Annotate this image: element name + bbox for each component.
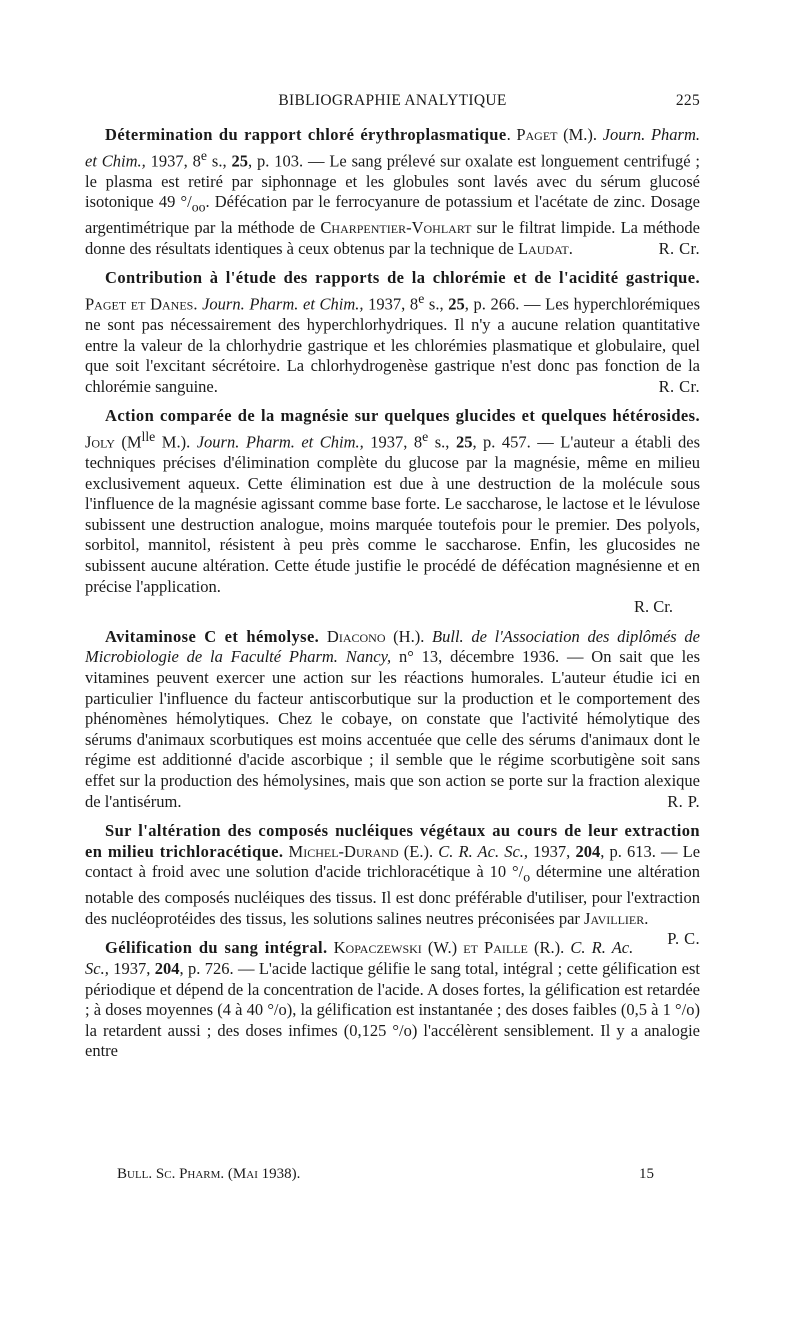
entry-2-text: Contribution à l'étude des rapports de la chlorémie et de l'acidité gastrique. Paget et Danes. Journ. Pharm. et Chim., 1937, 8e s., 25, p. 266. — Les hyperchlorémiques ne sont pas nécessairement des hyperchlorhydriques. Il n'y a aucune relation quantitative entre la valeur de la chlorhydrie gastrique et les chlorémies plasmatique et globulaire, quel que soit l'excitant sécrétoire. La chlorhydrogenèse gastrique n'est donc pas fonction de la chlorémie sanguine. R. Cr. [85, 268, 701, 396]
entry-3 [85, 406, 700, 617]
page-footer [117, 1166, 654, 1188]
entry-3-source: Journ. Pharm. et Chim., [190, 432, 364, 452]
entry-1-text: Détermination du rapport chloré érythroplasmatique. Paget (M.). Journ. Pharm. et Chim., 1937, 8e s., 25, p. 103. — Le sang prélevé sur oxalate est longuement centrifugé ; le plasma est retiré par siphonnage et les globules sont lavés avec du sérum glucosé isotonique 49 $^\circ/_{oo}$. Défécation par le ferrocyanure de potassium et l'acétate de zinc. Dosage argentimétrique par la méthode de Charpentier-Vohlart sur le filtrat limpide. La méthode donne des résultats identiques à ceux obtenus par la technique de Laudat. R. Cr. [85, 125, 701, 258]
entry-5-heading: Sur l'altération des composés nucléiques végétaux au cours de leur extraction en milieu trichloracétique. [85, 821, 700, 861]
footer-journal: Bull. Sc. Pharm. (Mai 1938). [117, 1166, 301, 1182]
running-head-title: BIBLIOGRAPHIE ANALYTIQUE [278, 92, 507, 109]
entry-2 [85, 268, 700, 397]
entry-4-signature: R. P. [667, 791, 700, 811]
entry-2-source: Journ. Pharm. et Chim., [197, 294, 364, 314]
entry-6-heading: Gélification du sang intégral. [105, 938, 328, 958]
entry-6-source: C. R. Ac. Sc., [85, 938, 634, 979]
entry-1 [85, 125, 700, 259]
page-number: 225 [675, 92, 700, 109]
entry-2-signature: R. Cr. [658, 376, 700, 396]
entry-3-author: Joly (M [85, 432, 142, 452]
entry-1-source: Journ. Pharm. et Chim., [85, 125, 700, 171]
entry-2-heading: Contribution à l'étude des rapports de la chlorémie et de l'acidité gastrique. [105, 268, 700, 288]
entry-5-source: C. R. Ac. Sc., [433, 841, 529, 861]
entry-1-heading: Détermination du rapport chloré érythroplasmatique [105, 125, 507, 144]
entry-1-signature: R. Cr. [658, 238, 700, 258]
entry-6-author: Kopaczewski (W.) et Paille (R.). [327, 938, 565, 958]
entry-4-author: Diacono (H.). [319, 626, 425, 646]
entry-3-signature: R. Cr. [634, 597, 673, 617]
entry-4-text: Avitaminose C et hémolyse. Diacono (H.). Bull. de l'Association des diplômés de Microbiologie de la Faculté Pharm. Nancy, n° 13, décembre 1936. — On sait que les vitamines peuvent exercer une action sur les réactions humorales. L'auteur étudie ici en particulier l'influence du facteur antiscorbutique sur la production et le comportement des phénomènes hémolytiques. Chez le cobaye, on constate que l'activité hémolytique des sérums d'animaux scorbutiques est moins accentuée que celle des sérums d'animaux dont le régime est additionné d'acide ascorbique ; il semble que le régime scorbutigène soit sans effet sur la production des hémolysines, mais que son action se porte sur la fraction alexique de l'antisérum. R. P. [85, 626, 700, 811]
entry-4 [85, 627, 700, 812]
entry-5-signature: P. C. [667, 929, 700, 949]
entry-3-text: Action comparée de la magnésie sur quelques glucides et quelques hétérosides. Joly ($M^{lle}$ M.). Journ. Pharm. et Chim., 1937, 8e s., 25, p. 457. — L'auteur a établi des techniques précises d'élimination complète du glucose par la magnésie, même en milieu exclusivement aqueux. Cette élimination est due à une destruction de la molécule sous l'influence de la magnésie agissant comme base forte. Le saccharose, le lactose et le lévulose subissent une destruction analogue, moins marquée toutefois pour le premier. Des polyols, sorbitol, mannitol, résistent à peu près comme le saccharose. Enfin, les glucosides ne subissent aucune altération. Cette étude justifie le procédé de défécation magnésienne et en précise l'application. [85, 406, 701, 596]
entry-3-heading: Action comparée de la magnésie sur quelques glucides et quelques hétérosides. [105, 406, 700, 426]
entry-6-text: Gélification du sang intégral. Kopaczewski (W.) et Paille (R.). C. R. Ac. Sc., 1937, 204, p. 726. — L'acide lactique gélifie le sang total, intégral ; cette gélification est périodique et dépend de la concentration de l'acide. A doses fortes, la gélification est retardée ; à doses moyennes (4 à 40 °/o), la gélification est instantanée ; des doses faibles (0,5 à 1 °/o) la retardent aussi ; des doses infimes (0,125 °/o) l'accélèrent sensiblement. Il y a analogie entre [85, 938, 700, 1061]
entry-6 [85, 938, 700, 1062]
entry-1-author: Paget (M.). [516, 125, 598, 144]
entry-5-text: Sur l'altération des composés nucléiques végétaux au cours de leur extraction en milieu trichloracétique. Michel-Durand (E.). C. R. Ac. Sc., 1937, 204, p. 613. — Le contact à froid avec une solution d'acide trichloracétique à 10 $^\circ/_o$ détermine une altération notable des composés nucléiques des tissus. Il est donc préférable d'utiliser, pour l'extraction des nucléoprotéides des tissus, les solutions salines neutres préconisées par Javillier. P. C. [85, 821, 701, 949]
running-head [85, 92, 700, 116]
entry-5-author: Michel-Durand (E.). [283, 841, 434, 861]
entry-4-heading: Avitaminose C et hémolyse. [105, 626, 320, 646]
footer-signature-number: 15 [639, 1166, 654, 1182]
entry-4-source: Bull. de l'Association des diplômés de Microbiologie de la Faculté Pharm. Nancy, [85, 626, 700, 667]
page [85, 92, 700, 1062]
entry-2-authors: Paget et Danes. [85, 294, 198, 314]
